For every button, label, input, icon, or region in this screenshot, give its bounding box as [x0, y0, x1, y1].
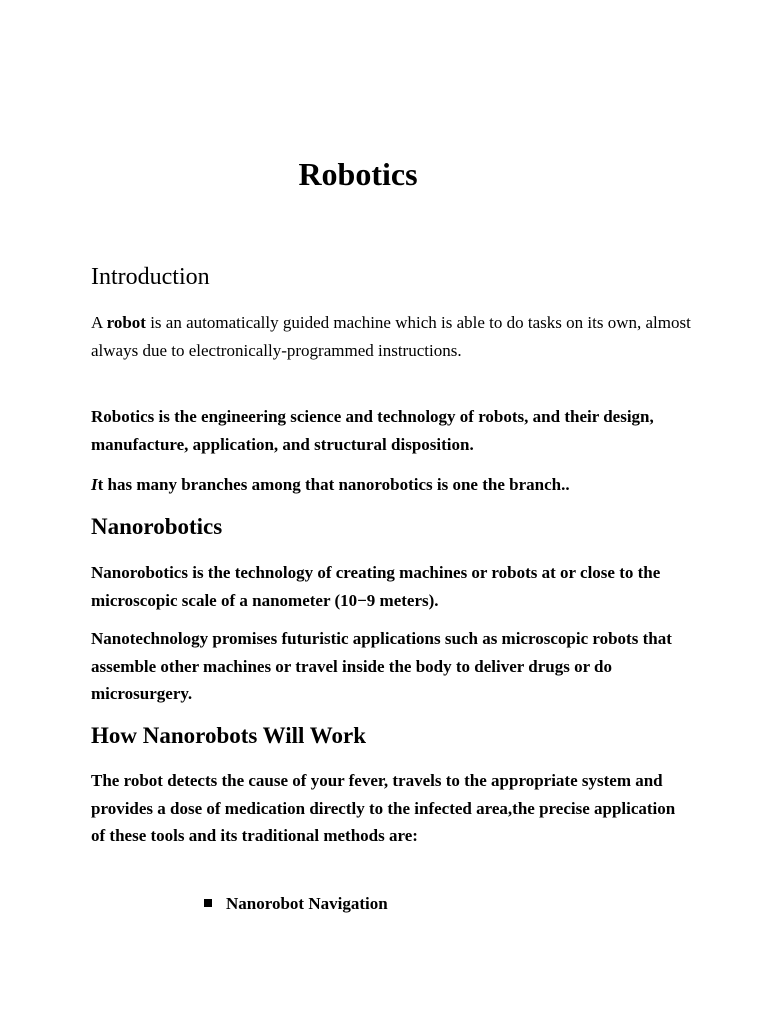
- paragraph-robotics-definition: Robotics is the engineering science and technology of robots, and their design, manufacture, application, and structural disposition.: [91, 407, 654, 454]
- paragraph-branches: [91, 471, 691, 499]
- paragraph-nanorobotics-definition: Nanorobotics is the technology of creating machines or robots at or close to the microscopic scale of a nanometer (10−9 meters).: [91, 563, 661, 610]
- paragraph-robot-definition: [91, 309, 691, 364]
- p3-italic-letter: I: [91, 475, 98, 494]
- p1-rest: is an automatically guided machine which is able to do tasks on its own, almost always due to electronically-programmed instructions.: [91, 313, 691, 360]
- p1-prefix: A: [91, 313, 107, 332]
- how-nanorobots-work-heading: How Nanorobots Will Work: [91, 723, 367, 748]
- paragraph-robot-detects: The robot detects the cause of your fever, travels to the appropriate system and provides a dose of medication directly to the infected area,the precise application of these tools and its traditional methods are:: [91, 771, 676, 845]
- bullet-text: Nanorobot Navigation: [226, 894, 388, 913]
- nanorobotics-heading: Nanorobotics: [91, 514, 223, 539]
- p3-rest: t has many branches among that nanorobotics is one the branch..: [97, 475, 570, 494]
- introduction-heading: Introduction: [91, 264, 210, 290]
- list-item: [204, 891, 388, 917]
- paragraph-nanotechnology: Nanotechnology promises futuristic applications such as microscopic robots that assemble other machines or travel inside the body to deliver drugs or do microsurgery.: [91, 629, 672, 703]
- page-title: Robotics: [298, 156, 418, 192]
- square-bullet-icon: [204, 899, 212, 907]
- p1-bold-word: robot: [106, 313, 146, 332]
